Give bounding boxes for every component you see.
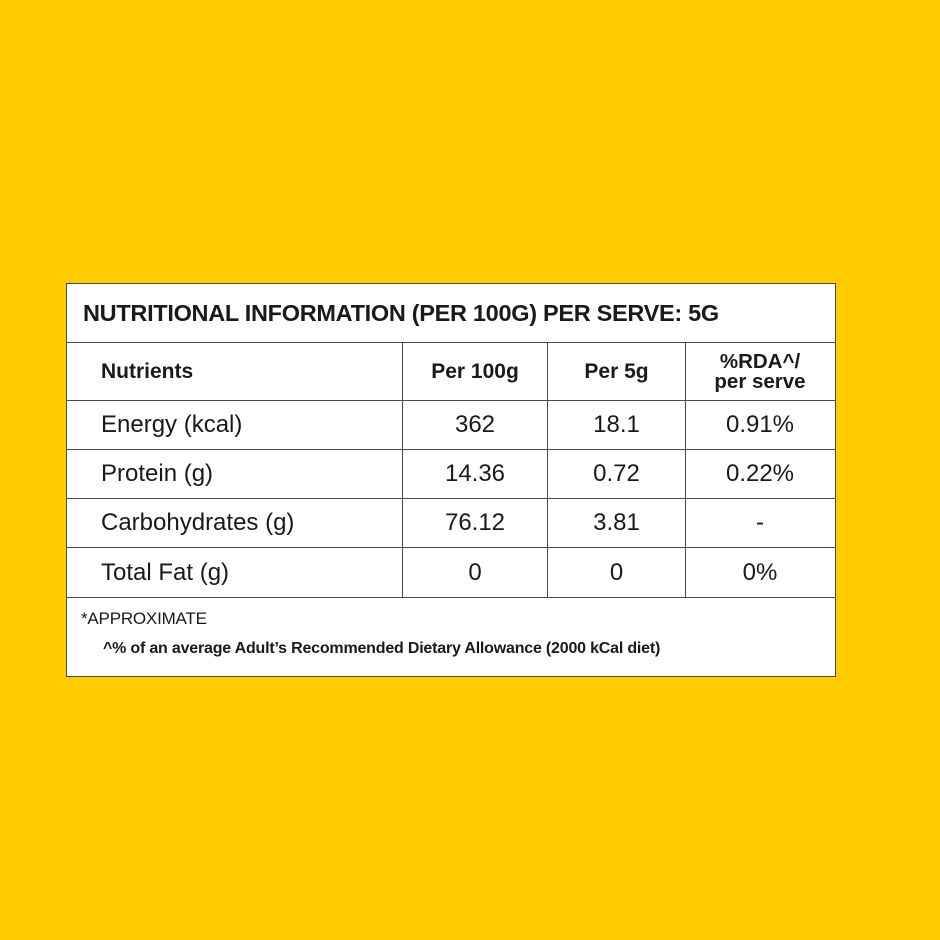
table-row	[67, 499, 835, 548]
nutrition-title: NUTRITIONAL INFORMATION (PER 100G) PER SERVE: 5G	[67, 284, 835, 343]
value-per-100g: 14.36	[402, 450, 547, 498]
header-per-5g: Per 5g	[547, 343, 685, 400]
value-per-5g: 18.1	[547, 401, 685, 449]
table-row	[67, 548, 835, 598]
table-row	[67, 401, 835, 450]
value-per-5g: 3.81	[547, 499, 685, 547]
value-per-5g: 0	[547, 548, 685, 597]
nutrition-label	[66, 283, 836, 677]
value-per-5g: 0.72	[547, 450, 685, 498]
footnotes	[67, 598, 835, 671]
value-rda: 0.22%	[685, 450, 834, 498]
nutrient-name: Protein (g)	[101, 460, 214, 487]
table-row	[67, 450, 835, 499]
header-per-100g: Per 100g	[402, 343, 547, 400]
rda-footnote: ^% of an average Adult’s Recommended Dietary Allowance (2000 kCal diet)	[103, 640, 661, 657]
approximate-note: *APPROXIMATE	[81, 609, 207, 628]
nutrient-name: Total Fat (g)	[101, 558, 230, 586]
value-per-100g: 76.12	[402, 499, 547, 547]
value-rda: -	[685, 499, 834, 547]
header-nutrients: Nutrients	[101, 359, 194, 383]
table-header-row	[67, 343, 835, 401]
value-rda: 0%	[685, 548, 834, 597]
header-rda	[685, 343, 834, 400]
nutrient-name: Energy (kcal)	[101, 411, 243, 438]
header-rda-line2: per serve	[714, 369, 806, 393]
header-rda-line1: %RDA^/	[719, 349, 801, 373]
value-per-100g: 362	[402, 401, 547, 449]
nutrient-name: Carbohydrates (g)	[101, 509, 295, 536]
value-per-100g: 0	[402, 548, 547, 597]
value-rda: 0.91%	[685, 401, 834, 449]
